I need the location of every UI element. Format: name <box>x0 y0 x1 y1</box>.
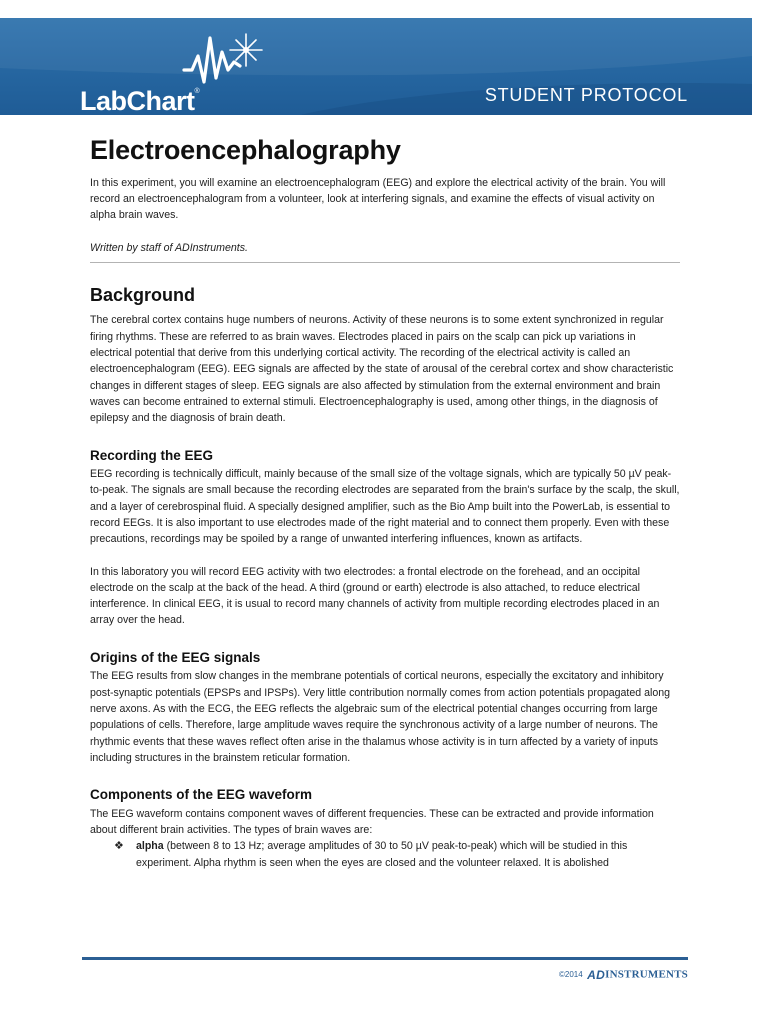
brain-wave-list <box>90 838 680 871</box>
wave-description: (between 8 to 13 Hz; average amplitudes of 30 to 50 µV peak-to-peak) which will be studied in this experiment. Alpha rhythm is seen when the eyes are closed and the volunteer relaxed. It is abolished <box>136 840 628 869</box>
intro-paragraph: In this experiment, you will examine an electroencephalogram (EEG) and explore the electrical activity of the brain. You will record an electroencephalogram from a volunteer, look at interfering signals, and examine the effects of visual activity on alpha brain waves. <box>90 176 666 222</box>
labchart-waveform-icon <box>182 30 264 90</box>
background-heading: Background <box>90 284 196 305</box>
recording-heading: Recording the EEG <box>90 447 214 463</box>
section-divider <box>90 262 680 263</box>
origins-heading: Origins of the EEG signals <box>90 649 261 665</box>
components-paragraph: The EEG waveform contains component waves of different frequencies. These can be extracted and provide information about different brain activities. The types of brain waves are: <box>90 807 654 836</box>
wave-term: alpha <box>136 840 164 853</box>
recording-paragraph-1: EEG recording is technically difficult, mainly because of the small size of the voltage signals, which are typically 50 µV peak-to-peak. The signals are small because the recording electrodes are separated from the brain's surface by the scalp, the skull, and a layer of cerebrospinal fluid. A specially designed amplifier, such as the Bio Amp built into the PowerLab, is essential to record EEGs. It is also important to use electrodes made of the right material and to connect them properly. Even with these precautions, recordings may be spoiled by a range of unwanted interfering influences, known as artifacts. <box>90 468 680 546</box>
header-banner <box>0 18 752 115</box>
adinstruments-logo-instruments: INSTRUMENTS <box>605 968 688 981</box>
background-paragraph: The cerebral cortex contains huge numbers of neurons. Activity of these neurons is to some extent synchronized in regular firing rhythms. These are referred to as brain waves. Electrodes placed in pairs on the scalp can pick up variations in electrical potential that derive from this underlying cortical activity. The recording of the electrical activity is called an electroencephalogram (EEG). EEG signals are affected by the state of arousal of the cerebral cortex and show characteristic changes in different stages of sleep. EEG signals are also affected by stimulation from the external environment and brain waves can become entrained to external stimuli. Electroencephalography is used, among other things, in the diagnosis of epilepsy and the diagnosis of brain death. <box>90 314 674 425</box>
author-byline: Written by staff of ADInstruments. <box>90 241 248 254</box>
footer-divider <box>82 957 688 960</box>
diamond-bullet-icon: ❖ <box>114 839 124 853</box>
list-item <box>90 838 680 871</box>
components-heading: Components of the EEG waveform <box>90 787 313 803</box>
document-body <box>90 136 680 871</box>
footer-brand <box>559 967 688 983</box>
adinstruments-logo-ad: AD <box>587 967 606 982</box>
student-protocol-label: STUDENT PROTOCOL <box>484 85 688 105</box>
labchart-logo-text: LabChart® <box>80 86 200 115</box>
copyright-text: ©2014 <box>559 969 583 979</box>
registered-mark: ® <box>194 88 200 95</box>
recording-paragraph-2: In this laboratory you will record EEG activity with two electrodes: a frontal electrode on the forehead, and an occipital electrode on the scalp at the back of the head. A third (ground or earth) electrode is also attached, to reduce electrical interference. In clinical EEG, it is usual to record many channels of activity from multiple recording electrodes placed in an array over the head. <box>90 565 660 627</box>
page-title: Electroencephalography <box>90 135 401 165</box>
origins-paragraph: The EEG results from slow changes in the membrane potentials of cortical neurons, especially the excitatory and inhibitory post-synaptic potentials (EPSPs and IPSPs). Very little contribution normally comes from action potentials propagated along nerve axons. As with the ECG, the EEG reflects the algebraic sum of the electrical potential changes occurring from large populations of cells. Therefore, large amplitude waves require the synchronous activity of a large number of neurons. The rhythmic events that these waves reflect often arise in the thalamus whose activity is in turn affected by a variety of inputs including structures in the brainstem reticular formation. <box>90 670 671 764</box>
